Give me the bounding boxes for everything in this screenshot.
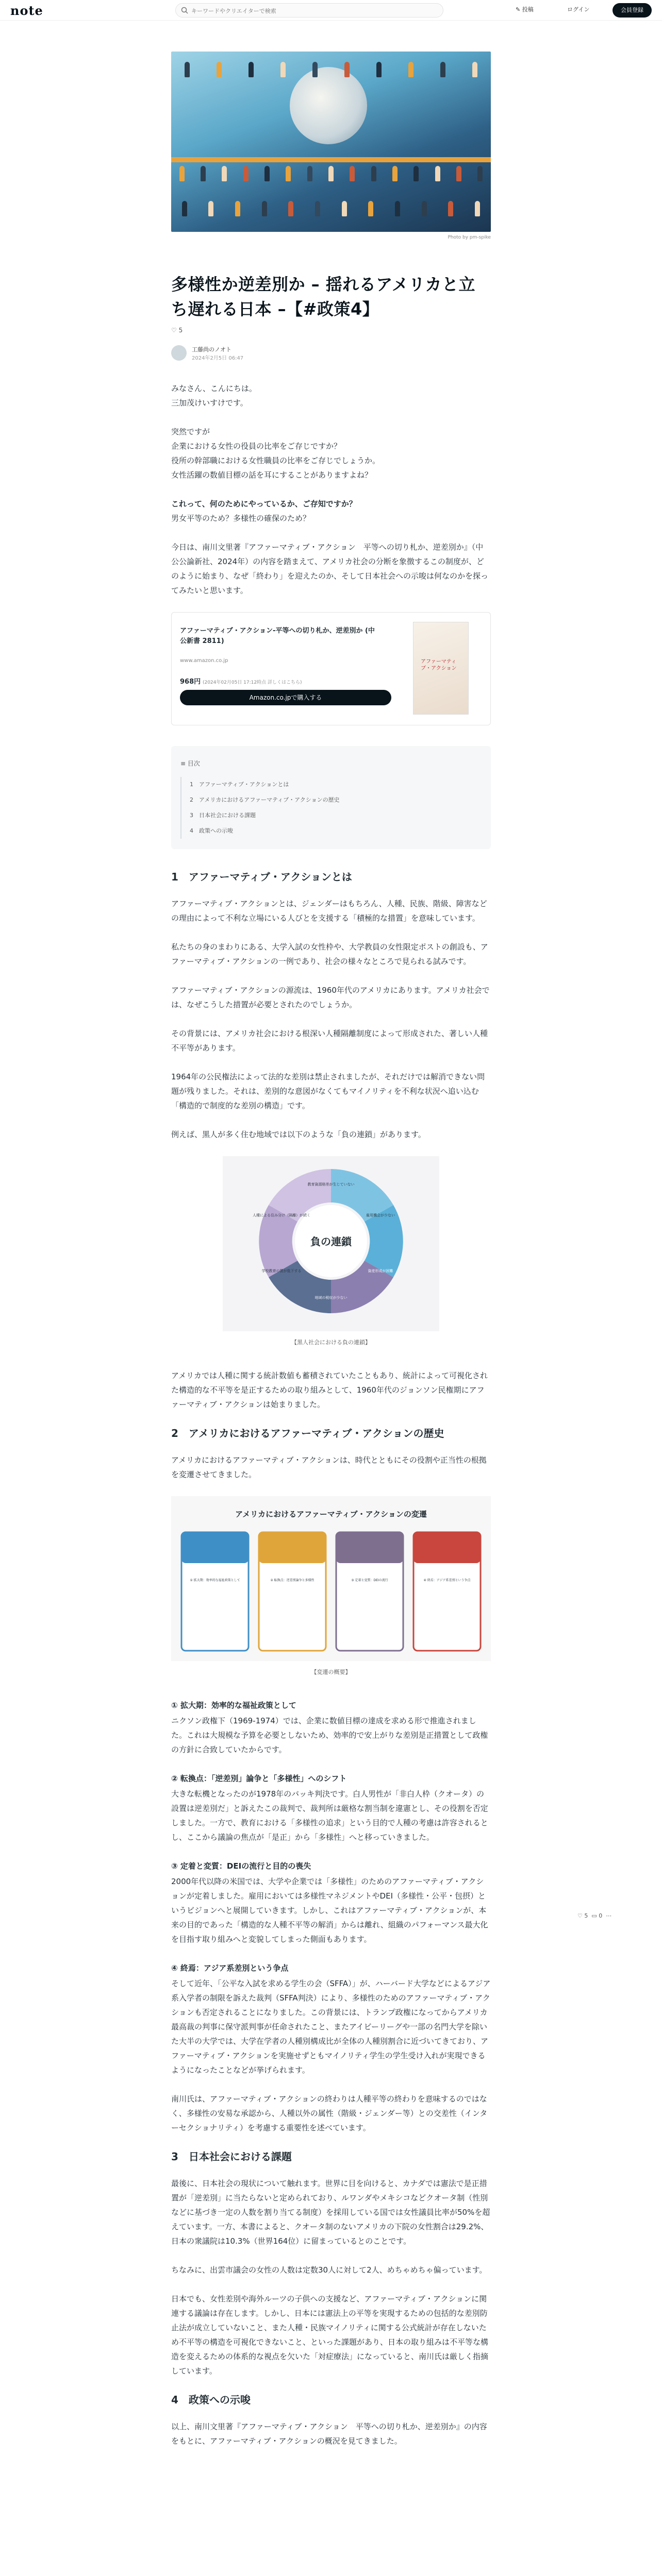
cycle-step: 地域の税収が少ない (315, 1296, 347, 1300)
book-embed-card[interactable] (171, 612, 491, 725)
history-card-label: ② 転換点：逆差別論争と多様性 (270, 1579, 315, 1582)
article (171, 52, 491, 2463)
history-card (413, 1532, 481, 1651)
book-cover-title: アファーマティブ・アクション (421, 659, 457, 671)
paragraph: アメリカにおけるアファーマティブ・アクションは、時代とともにその役割や正当性の根拠を変遷させてきました。 (171, 1455, 487, 1479)
paragraph: 突然ですが 企業における女性の役員の比率をご存じですか？ 役所の幹部職における女性職員の比率をご存じでしょうか。 女性活躍の数値目標の話を耳にすることがありますよね？ (171, 427, 380, 480)
toc-title: ≡ 目次 (180, 760, 200, 767)
paragraph: そして近年、「公平な入試を求める学生の会（SFFA）」が、ハーバード大学などによるアジア系入学者の制限を訴えた裁判（SFFA判決）により、多様性のためのアファーマティブ・アクションも否定されることになりました。この背景には、トランプ政権になってからアメリカ最高裁の判事に保守派判事が任命されたこと、またアイビーリーグや一部の名門大学を除いた大半の大学では、大学在学者の人種別構成比が全体の人種別割合に近づいてきており、アファーマティブ・アクションを実施せずともマイノリティ学生の学生受け入れが実現できるようになったことなどが挙げられます。 (171, 1979, 491, 2075)
subheading: ② 転換点：「逆差別」論争と「多様性」へのシフト (171, 1774, 347, 1783)
cycle-step: 学校教育の質が低下する (261, 1269, 302, 1273)
figure-caption: 【変遷の概要】 (311, 1669, 351, 1675)
side-like-count: 5 (584, 1912, 588, 1919)
paragraph: 以上、南川文里著『アファーマティブ・アクション 平等への切り札か、逆差別か』の内容をもとに、アファーマティブ・アクションの概況を見てきました。 (171, 2422, 487, 2446)
article-title: 多様性か逆差別か – 揺れるアメリカと立ち遅れる日本 –【#政策4】 (171, 275, 476, 319)
history-card-label: ③ 定着と変質：DEIの流行 (351, 1579, 388, 1582)
paragraph: 例えば、黒人が多く住む地域では以下のような「負の連鎖」があります。 (171, 1130, 426, 1139)
author-name[interactable]: 工藤尚のノオト (192, 346, 231, 353)
publish-date: 2024年2月5日 06:47 (192, 355, 244, 361)
toc-item[interactable]: 2 アメリカにおけるアファーマティブ・アクションの歴史 (190, 796, 340, 803)
post-button[interactable] (516, 5, 534, 13)
paragraph: 日本でも、女性差別や海外ルーツの子供への支援など、アファーマティブ・アクションに関連する議論は存在します。しかし、日本には憲法上の平等を実現するための包括的な差別防止法が成立していないこと、また人種・民族マイノリティに関する公式統計が存在しないため不平等の構造を可視化できないこと、といった課題があり、日本の取り組みは不平等な構造を変えるための体系的な視点を欠いた「対症療法」になっていると、南川氏は厳しく指摘しています。 (171, 2294, 489, 2376)
search-icon (181, 7, 188, 14)
paragraph: 最後に、日本社会の現状について触れます。世界に目を向けると、カナダでは憲法で是正措置が「逆差別」に当たらないと定められており、ルワンダやメキシコなどクオータ制（性別などに基づき一定の人数を割り当てる制度）を採用している国では女性議員比率が50%を超えています。一方、本書によると、クオータ制のないアメリカの下院の女性割合は29.2%、日本の衆議院は10.3%（世界164位）に留まっているとのことです。 (171, 2179, 490, 2246)
crowd-row (171, 201, 491, 219)
floating-actions (577, 1912, 624, 1923)
subheading: ③ 定着と変質：DEIの流行と目的の喪失 (171, 1861, 311, 1871)
subheading: ① 拡大期：効率的な福祉政策として (171, 1701, 296, 1710)
pen-icon: ✎ (516, 6, 522, 13)
cycle-step: 教育資源格差が生じていない (307, 1182, 355, 1187)
book-cover[interactable] (413, 622, 469, 715)
section-heading: 3 日本社会における課題 (171, 2150, 292, 2163)
crowd-row (171, 62, 491, 80)
cycle-step: 資産形成が困難 (368, 1269, 393, 1273)
paragraph: これって、何のためにやっているか、ご存知ですか？ 男女平等のため？多様性の確保のため？ (171, 499, 357, 523)
like-button[interactable] (171, 327, 491, 334)
share-icon[interactable]: ⋯ (606, 1912, 612, 1919)
amazon-buy-button[interactable]: Amazon.co.jpで購入する (180, 690, 391, 705)
like-count: 5 (178, 327, 183, 334)
cycle-step: 人種による住み分け（隔離）が続く (253, 1213, 310, 1217)
paragraph: アファーマティブ・アクションの源流は、1960年代のアメリカにあります。アメリカ社会では、なぜこうした措置が必要とされたのでしょうか。 (171, 986, 490, 1009)
paragraph: 2000年代以降の米国では、大学や企業では「多様性」のためのアファーマティブ・アクションが定着しました。雇用においては多様性マネジメントやDEI（多様性・公平・包摂）というビジョンへと展開していきます。しかし、これはアファーマティブ・アクションが、本来の目的であった「構造的な人種不平等の解消」からは離れ、組織のパフォーマンス最大化を目指す取り組みへと変貌してしまった側面もあります。 (171, 1877, 488, 1944)
paragraph: アメリカでは人種に関する統計数値も蓄積されていたこともあり、統計によって可視化された構造的な不平等を是正するための取り組みとして、1960年代のジョンソン民権期にアファーマティブ・アクションは始まりました。 (171, 1371, 488, 1409)
history-card (259, 1532, 326, 1651)
history-card-label: ① 拡大期：効率的な福祉政策として (190, 1579, 240, 1582)
history-diagram (171, 1496, 491, 1661)
history-card-label: ④ 終焉：アジア系差別という争点 (423, 1579, 471, 1582)
cycle-diagram (171, 1156, 491, 1331)
history-card (336, 1532, 403, 1651)
history-card (181, 1532, 249, 1651)
global-header (0, 0, 662, 21)
subheading: ④ 終焉：アジア系差別という争点 (171, 1963, 289, 1973)
heart-icon: ♡ (171, 327, 179, 334)
note-logo[interactable]: note (10, 3, 43, 18)
paragraph: 南川氏は、アファーマティブ・アクションの終わりは人種平等の終わりを意味するのではなく、多様性の安易な承認から、人種以外の属性（階級・ジェンダー等）との交差性（インターセクショナリティ）を考慮する重要性を述べています。 (171, 2094, 488, 2132)
vicious-cycle-figure (171, 1156, 491, 1331)
section-heading: 4 政策への示唆 (171, 2394, 251, 2406)
article-body (171, 381, 491, 2448)
toc-item[interactable]: 4 政策への示唆 (190, 827, 233, 834)
avatar[interactable] (171, 345, 187, 361)
hero-image (171, 52, 491, 232)
paragraph: 大きな転機となったのが1978年のバッキ判決です。白人男性が「非白人枠（クオータ）の設置は逆差別だ」と訴えたこの裁判で、裁判所は厳格な割当制を違憲とし、その役割を否定しました。一方で、教育における「多様性の追求」という目的で人種の考慮は許容されるとし、ここから議論の焦点が「是正」から「多様性」へと移っていきました。 (171, 1789, 488, 1842)
toc-item[interactable]: 3 日本社会における課題 (190, 812, 256, 819)
post-label: 投稿 (522, 6, 534, 13)
photo-credit: Photo by pm-spike (448, 235, 491, 240)
paragraph: ニクソン政権下（1969-1974）では、企業に数値目標の達成を求める形で推進されました。これは大規模な予算を必要としないため、効率的で安上がりな差別是正措置として政権の方針に合致していたからです。 (171, 1716, 488, 1754)
figure-caption: 【黒人社会における負の連鎖】 (291, 1339, 371, 1346)
author-block[interactable] (171, 345, 491, 363)
toc-item[interactable]: 1 アファーマティブ・アクションとは (190, 781, 289, 788)
paragraph: アファーマティブ・アクションとは、ジェンダーはもちろん、人種、民族、階級、障害などの理由によって不利な立場にいる人びとを支援する「積極的な措置」を意味しています。 (171, 899, 487, 923)
history-figure (171, 1496, 491, 1661)
crowd-row (171, 166, 491, 184)
paragraph: みなさん、こんにちは。 三加茂けいすけです。 (171, 384, 257, 408)
section-heading: 1 アファーマティブ・アクションとは (171, 871, 352, 883)
list-icon: ≡ (180, 760, 188, 767)
paragraph: 今日は、南川文里著『アファーマティブ・アクション 平等への切り札か、逆差別か』（中公公論新社、2024年）の内容を踏まえて、アメリカ社会の分断を象徴するこの制度が、どのように始まり、なぜ「終わり」を迎えたのか、そして日本社会への示唆は何なのかを探ってみたいと思います。 (171, 543, 489, 595)
hero-band (171, 157, 491, 162)
section-heading: 2 アメリカにおけるアファーマティブ・アクションの歴史 (171, 1427, 444, 1439)
paragraph: 1964年の公民権法によって法的な差別は禁止されましたが、それだけでは解消できない問題が残りました。それは、差別的な意図がなくてもマイノリティを不利な状況へ追い込む「構造的で制度的な差別の構造」です。 (171, 1072, 485, 1110)
side-comment-count: 0 (599, 1912, 603, 1919)
table-of-contents (171, 746, 491, 849)
cycle-step: 雇用機会が少ない (366, 1213, 395, 1217)
book-title[interactable]: アファーマティブ・アクション-平等への切り札か、逆差別か (中公新書 2811) (180, 627, 375, 645)
paragraph: ちなみに、出雲市議会の女性の人数は定数30人に対して2人、めちゃめちゃ偏っています。 (171, 2265, 487, 2275)
cycle-center-label: 負の連鎖 (310, 1235, 352, 1248)
heart-icon[interactable]: ♡ (577, 1912, 583, 1919)
comment-icon[interactable]: ▭ (591, 1912, 597, 1919)
history-chart-title: アメリカにおけるアファーマティブ・アクションの変遷 (235, 1510, 427, 1519)
paragraph: その背景には、アメリカ社会における根深い人種隔離制度によって形成された、著しい人種不平等があります。 (171, 1029, 488, 1053)
search-box[interactable] (175, 3, 443, 18)
book-price: 968円 (2024年02月05日 17:12時点 詳しくはこちら) (180, 678, 302, 686)
signup-button[interactable]: 会員登録 (613, 3, 652, 18)
book-url: www.amazon.co.jp (180, 658, 228, 664)
paragraph: 私たちの身のまわりにある、大学入試の女性枠や、大学教員の女性限定ポストの創設も、アファーマティブ・アクションの一例であり、社会の様々なところで見られる試みです。 (171, 942, 488, 966)
search-input[interactable] (191, 6, 434, 16)
login-link[interactable]: ログイン (567, 6, 590, 13)
